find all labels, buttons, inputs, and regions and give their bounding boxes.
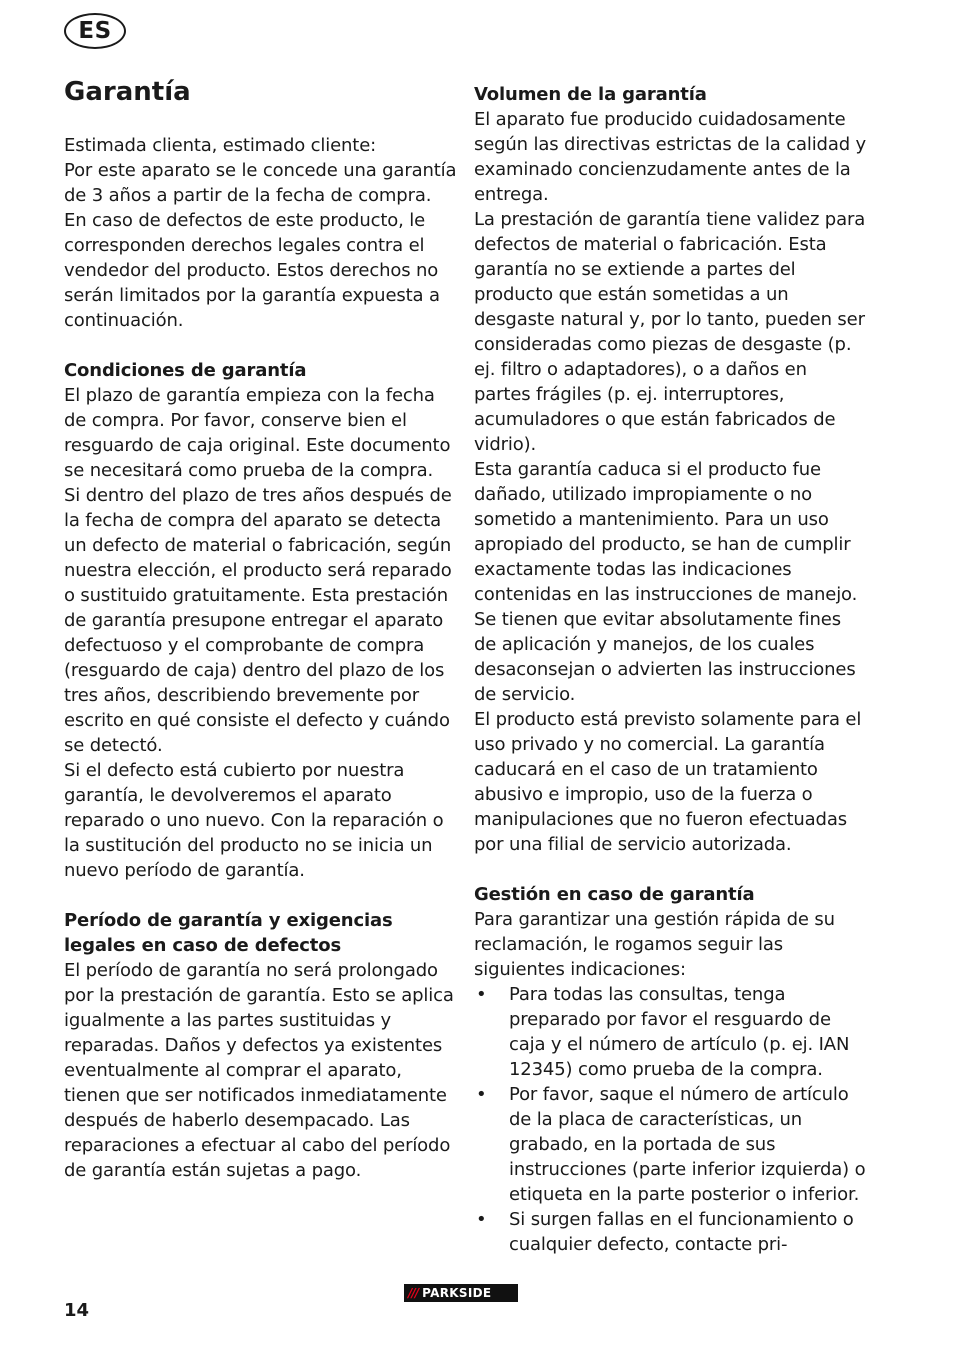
list-item: • Si surgen fallas en el funcionamiento o cualquier defecto, contacte pri- xyxy=(474,1207,868,1257)
conditions-heading: Condiciones de garantía xyxy=(64,360,307,381)
period-paragraph: El período de garantía no será prolongado por la prestación de garantía. Esto se aplica igualmente a las partes sustituidas y reparadas. Daños y defectos ya existentes eventualmente al comprar el aparato, tienen que ser notificados inmediatamente después de haberlo desempacado. Las reparaciones a efectuar al cabo del período de garantía están sujetas a pago. xyxy=(64,960,454,1181)
scope-paragraph: El aparato fue producido cuidadosamente según las directivas estrictas de la calidad y examinado concienzudamente antes de la entrega. xyxy=(474,109,867,205)
handling-list xyxy=(474,982,868,1257)
period-heading: Período de garantía y exigencias legales en caso de defectos xyxy=(64,910,393,956)
list-item: • Para todas las consultas, tenga preparado por favor el resguardo de caja y el número de artículo (p. ej. IAN 12345) como prueba de la compra. xyxy=(474,982,868,1082)
list-item: • Por favor, saque el número de artículo de la placa de características, un grabado, en la portada de sus instrucciones (parte inferior izquierda) o etiqueta en la parte posterior o inferior. xyxy=(474,1082,868,1207)
scope-paragraph: El producto está previsto solamente para el uso privado y no comercial. La garantía caducará en el caso de un tratamiento abusivo e impropio, uso de la fuerza o manipulaciones que no fueron efectuadas por una filial de servicio autorizada. xyxy=(474,709,862,855)
language-badge: ES xyxy=(64,13,126,49)
brand-logo xyxy=(404,1284,518,1302)
intro-paragraph: Estimada clienta, estimado cliente: xyxy=(64,135,377,156)
conditions-paragraph: Si dentro del plazo de tres años después de la fecha de compra del aparato se detecta un defecto de material o fabricación, según nuestra elección, el producto será reparado o sustituido gratuitamente. Esta prestación de garantía presupone entregar el aparato defectuoso y el comprobante de compra (resguardo de caja) dentro del plazo de los tres años, describiendo brevemente por escrito en qué consiste el defecto y cuándo se detectó. xyxy=(64,485,452,756)
left-column xyxy=(64,133,458,1183)
right-column xyxy=(474,82,868,1257)
page-title: Garantía xyxy=(64,77,191,107)
handling-intro: Para garantizar una gestión rápida de su reclamación, le rogamos seguir las siguientes indicaciones: xyxy=(474,909,835,980)
intro-paragraph: En caso de defectos de este producto, le corresponden derechos legales contra el vendedor del producto. Estos derechos no serán limitados por la garantía expuesta a continuación. xyxy=(64,210,440,331)
page-number: 14 xyxy=(64,1300,90,1321)
intro-paragraph: Por este aparato se le concede una garantía de 3 años a partir de la fecha de compra. xyxy=(64,160,457,206)
conditions-paragraph: El plazo de garantía empieza con la fecha de compra. Por favor, conserve bien el resguardo de caja original. Este documento se necesitará como prueba de la compra. xyxy=(64,385,451,481)
handling-heading: Gestión en caso de garantía xyxy=(474,884,755,905)
scope-paragraph: La prestación de garantía tiene validez para defectos de material o fabricación. Esta garantía no se extiende a partes del producto que están sometidas a un desgaste natural y, por lo tanto, pueden ser consideradas como piezas de desgaste (p. ej. filtro o adaptadores), o a daños en partes frágiles (p. ej. interruptores, acumuladores o que están fabricados de vidrio). xyxy=(474,209,866,455)
logo-stripes-icon: /// xyxy=(408,1286,419,1300)
scope-paragraph: Esta garantía caduca si el producto fue dañado, utilizado impropiamente o no sometido a mantenimiento. Para un uso apropiado del producto, se han de cumplir exactamente todas las indicaciones contenidas en las instrucciones de manejo. Se tienen que evitar absolutamente fines de aplicación y manejos, de los cuales desaconsejan o advierten las instrucciones de servicio. xyxy=(474,459,858,705)
scope-heading: Volumen de la garantía xyxy=(474,84,707,105)
conditions-paragraph: Si el defecto está cubierto por nuestra garantía, le devolveremos el aparato reparado o uno nuevo. Con la reparación o la sustitución del producto no se inicia un nuevo período de garantía. xyxy=(64,760,444,881)
brand-name: PARKSIDE xyxy=(422,1286,492,1300)
